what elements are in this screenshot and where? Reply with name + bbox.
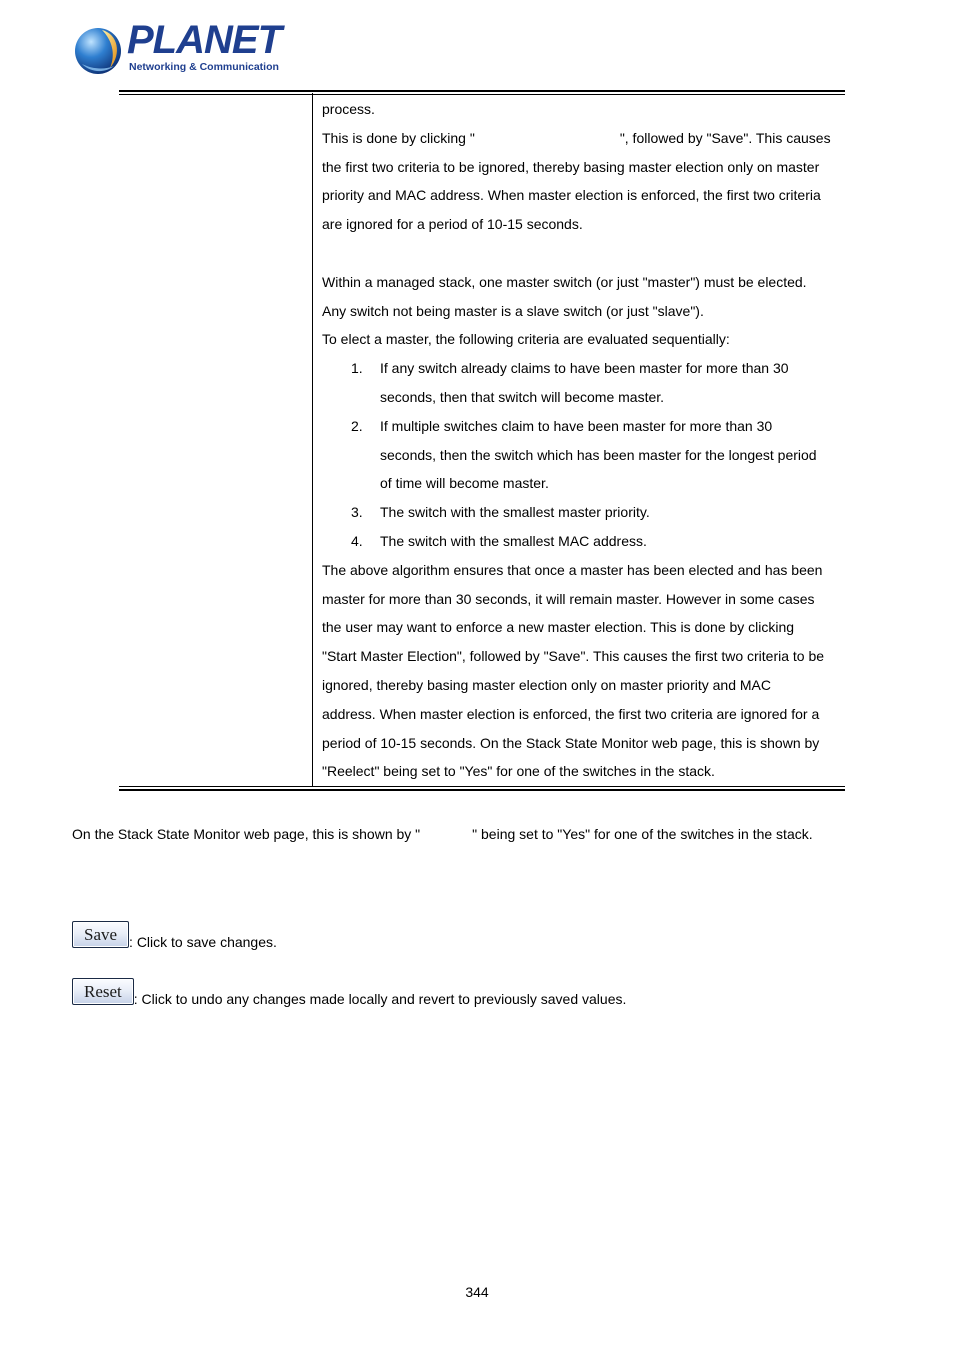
note-text-before: On the Stack State Monitor web page, this is shown by " xyxy=(72,826,421,842)
desc-line: address. When master election is enforced, the first two criteria are ignored for a xyxy=(322,705,820,722)
criteria-number: 4. xyxy=(351,532,363,549)
criteria-number: 3. xyxy=(351,504,363,521)
logo-wordmark: PLANET xyxy=(127,18,281,62)
stack-monitor-note xyxy=(72,826,813,842)
desc-line: period of 10-15 seconds. On the Stack State Monitor web page, this is shown by xyxy=(322,734,820,751)
desc-line: Within a managed stack, one master switch (or just "master") must be elected. xyxy=(322,273,807,290)
desc-line: process. xyxy=(322,101,375,117)
desc-line: ignored, thereby basing master election only on master priority and MAC xyxy=(322,676,771,693)
criteria-item-continued: seconds, then that switch will become master. xyxy=(380,388,665,405)
criteria-number: 2. xyxy=(351,417,363,434)
criteria-text: The switch with the smallest master priority. xyxy=(380,504,650,521)
save-description: : Click to save changes. xyxy=(129,934,277,950)
reset-description: : Click to undo any changes made locally and revert to previously saved values. xyxy=(133,991,627,1007)
criteria-text: If any switch already claims to have been master for more than 30 xyxy=(380,360,789,377)
criteria-item-continued: seconds, then the switch which has been master for the longest period xyxy=(380,446,817,463)
reset-button[interactable]: Reset xyxy=(72,978,134,1005)
criteria-item xyxy=(322,357,842,386)
table-description-cell xyxy=(322,98,842,789)
table-label-cell xyxy=(119,95,312,785)
desc-line: The above algorithm ensures that once a master has been elected and has been xyxy=(322,561,823,578)
table-top-rule xyxy=(119,90,845,92)
criteria-item xyxy=(322,501,842,530)
table-bottom-rule-outer xyxy=(119,789,845,791)
criteria-item xyxy=(322,415,842,444)
desc-line: master for more than 30 seconds, it will remain master. However in some cases xyxy=(322,590,815,607)
table-column-divider xyxy=(312,93,313,787)
desc-line xyxy=(322,127,842,156)
desc-line: the user may want to enforce a new master election. This is done by clicking xyxy=(322,619,795,636)
note-text-after: " being set to "Yes" for one of the switches in the stack. xyxy=(472,826,813,842)
desc-line: are ignored for a period of 10-15 seconds. xyxy=(322,216,583,233)
desc-line-part: This is done by clicking " xyxy=(322,129,475,146)
desc-line: Any switch not being master is a slave switch (or just "slave"). xyxy=(322,302,704,319)
criteria-number: 1. xyxy=(351,360,363,377)
criteria-text: If multiple switches claim to have been master for more than 30 xyxy=(380,417,773,434)
globe-logo-icon xyxy=(72,24,124,76)
save-button[interactable]: Save xyxy=(72,921,129,948)
logo-tagline: Networking & Communication xyxy=(129,61,279,73)
criteria-item xyxy=(322,530,842,559)
page-number: 344 xyxy=(465,1284,489,1300)
desc-line: priority and MAC address. When master election is enforced, the first two criteria xyxy=(322,187,821,204)
desc-line: the first two criteria to be ignored, thereby basing master election only on master xyxy=(322,158,820,175)
criteria-item-continued: of time will become master. xyxy=(380,475,549,492)
reset-row xyxy=(72,978,626,1007)
desc-line: "Reelect" being set to "Yes" for one of the switches in the stack. xyxy=(322,763,715,780)
description-table xyxy=(119,90,845,792)
save-row xyxy=(72,921,277,950)
desc-line: "Start Master Election", followed by "Save". This causes the first two criteria to be xyxy=(322,648,825,665)
desc-line: To elect a master, the following criteria are evaluated sequentially: xyxy=(322,331,730,348)
planet-logo xyxy=(72,18,281,78)
table-bottom-rule xyxy=(119,786,845,787)
desc-line-part: ", followed by "Save". This causes xyxy=(619,129,831,146)
criteria-text: The switch with the smallest MAC address. xyxy=(380,532,647,549)
